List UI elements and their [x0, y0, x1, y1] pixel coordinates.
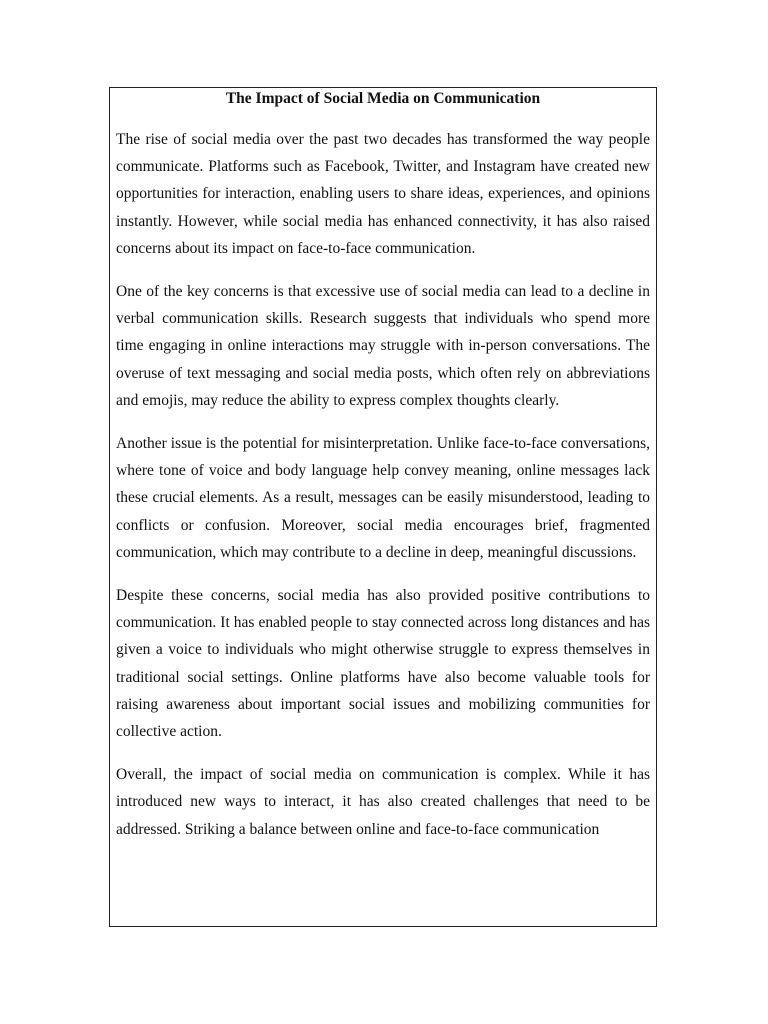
paragraph-3: Another issue is the potential for misinterpretation. Unlike face-to-face conversations, where tone of voice and body language help convey meaning, online messages lack these crucial elements. As a result, messages can be easily misunderstood, leading to conflicts or confusion. Moreover, social media encourages brief, fragmented communication, which may contribute to a decline in deep, meaningful discussions. — [116, 435, 650, 561]
paragraph-1: The rise of social media over the past two decades has transformed the way people communicate. Platforms such as Facebook, Twitter, and Instagram have created new opportunities for interaction, enabling users to share ideas, experiences, and opinions instantly. However, while social media has enhanced connectivity, it has also raised concerns about its impact on face-to-face communication. — [116, 131, 650, 257]
paragraph-5: Overall, the impact of social media on communication is complex. While it has introduced new ways to interact, it has also created challenges that need to be addressed. Striking a balance between online and face-to-face communication — [116, 766, 650, 838]
paragraph-2: One of the key concerns is that excessive use of social media can lead to a decline in verbal communication skills. Research suggests that individuals who spend more time engaging in online interactions may struggle with in-person conversations. The overuse of text messaging and social media posts, which often rely on abbreviations and emojis, may reduce the ability to express complex thoughts clearly. — [116, 283, 650, 409]
document-title: The Impact of Social Media on Communication — [225, 90, 541, 107]
document-text-box — [109, 87, 657, 927]
paragraph-4: Despite these concerns, social media has also provided positive contributions to communication. It has enabled people to stay connected across long distances and has given a voice to individuals who might otherwise struggle to express themselves in traditional social settings. Online platforms have also become valuable tools for raising awareness about important social issues and mobilizing communities for collective action. — [116, 587, 650, 741]
